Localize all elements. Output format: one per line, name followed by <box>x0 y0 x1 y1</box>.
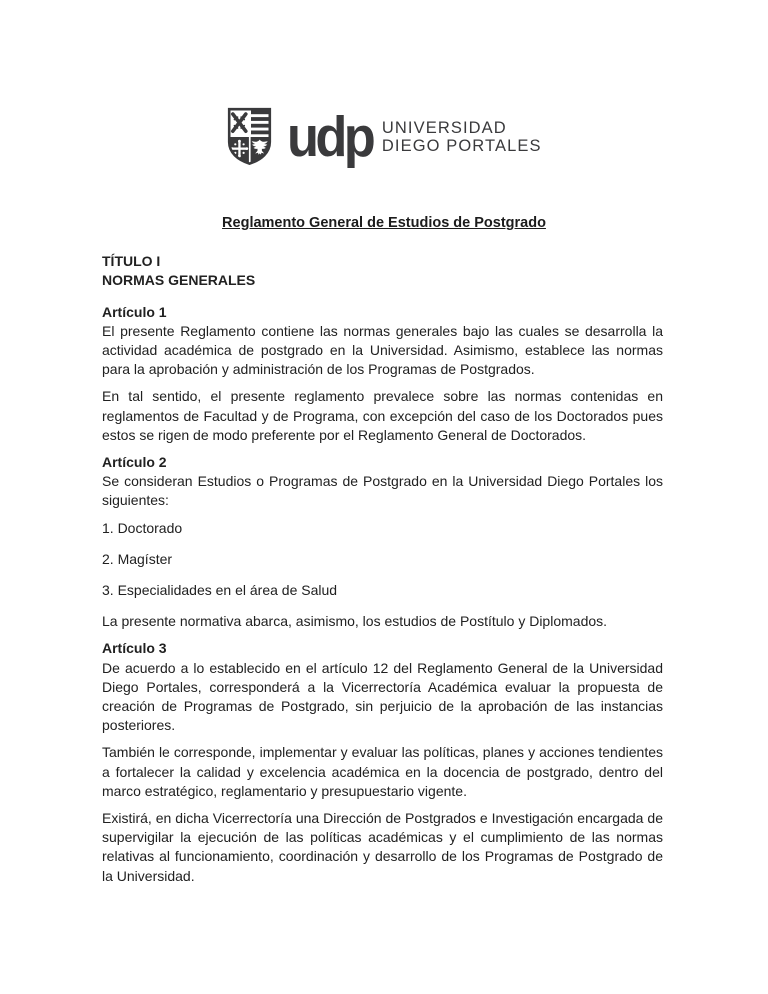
article-3-paragraph-3: Existirá, en dicha Vicerrectoría una Dirección de Postgrados e Investigación encargada de supervigilar la ejecución de las políticas académicas y el cumplimiento de las normas relativas al funcionamiento, coordinación y desarrollo de los Programas de Postgrado de la Universidad. <box>102 810 663 884</box>
university-name <box>382 119 542 155</box>
article-1-heading: Artículo 1 <box>102 303 167 320</box>
udp-logo <box>0 105 768 168</box>
article-2-closing: La presente normativa abarca, asimismo, los estudios de Postítulo y Diplomados. <box>102 613 608 630</box>
list-item-magister: 2. Magíster <box>102 550 173 567</box>
article-1 <box>102 303 663 445</box>
section-name: NORMAS GENERALES <box>102 272 256 289</box>
document-title: Reglamento General de Estudios de Postgrado <box>222 215 546 231</box>
article-3-paragraph-2: También le corresponde, implementar y evaluar las políticas, planes y acciones tendientes a fortalecer la calidad y excelencia académica en la docencia de postgrado, dentro del marco estratégico, reglamentario y presupuestario vigente. <box>102 744 663 799</box>
article-3 <box>102 639 663 885</box>
section-label: TÍTULO I <box>102 253 161 270</box>
article-3-paragraph-1: De acuerdo a lo establecido en el artículo 12 del Reglamento General de la Universidad Diego Portales, corresponderá a la Vicerrectoría Académica evaluar la propuesta de creación de Programas de Postgrado, sin perjuicio de la aprobación de las instancias posteriores. <box>102 659 663 734</box>
article-2-heading: Artículo 2 <box>102 454 167 471</box>
article-3-heading: Artículo 3 <box>102 640 167 657</box>
document-body <box>102 252 663 886</box>
udp-wordmark: udp <box>287 104 373 169</box>
list-item-especialidades: 3. Especialidades en el área de Salud <box>102 582 338 599</box>
university-name-line2: DIEGO PORTALES <box>381 136 542 155</box>
list-item-doctorado: 1. Doctorado <box>102 519 183 536</box>
section-heading <box>102 252 663 290</box>
article-1-paragraph-1: El presente Reglamento contiene las normas generales bajo las cuales se desarrolla la actividad académica de postgrado en la Universidad. Asimismo, establece las normas para la aprobación y administración de los Programas de Postgrados. <box>102 322 663 378</box>
article-2-intro: Se consideran Estudios o Programas de Postgrado en la Universidad Diego Portales los siguientes: <box>102 473 663 509</box>
article-1-paragraph-2: En tal sentido, el presente reglamento prevalece sobre las normas contenidas en reglamentos de Facultad y de Programa, con excepción del caso de los Doctorados pues estos se rigen de modo preferente por el Reglamento General de Doctorados. <box>102 388 663 443</box>
article-2 <box>102 453 663 631</box>
university-name-line1: UNIVERSIDAD <box>381 118 507 137</box>
udp-crest-icon <box>226 107 273 166</box>
